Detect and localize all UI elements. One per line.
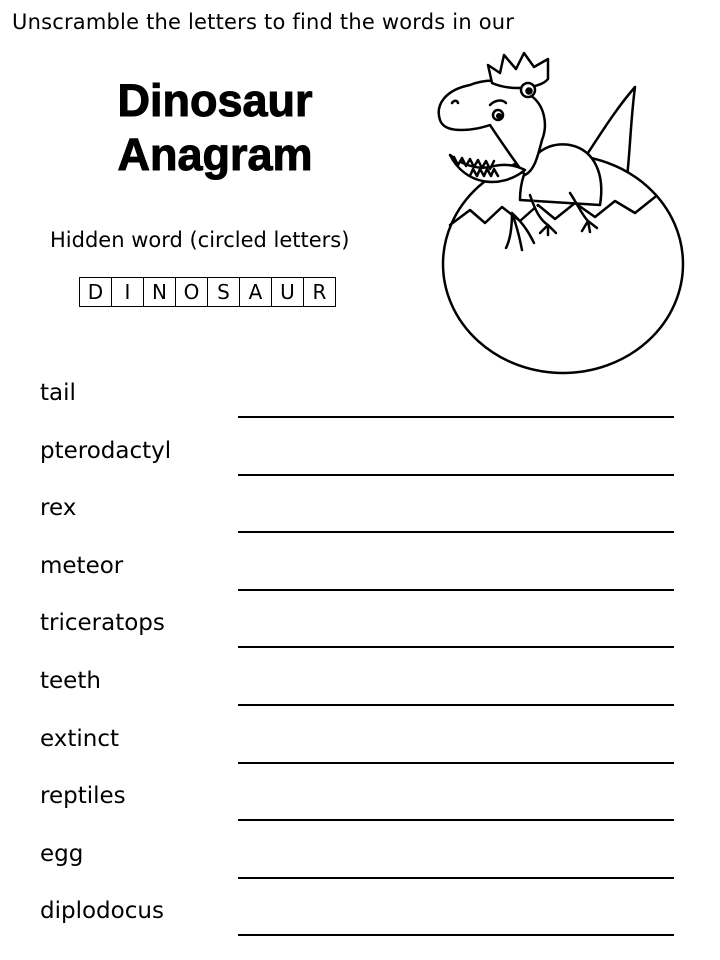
word-row — [40, 775, 680, 833]
scrambled-word: pterodactyl — [40, 437, 172, 464]
page-title — [95, 74, 335, 182]
scrambled-word: teeth — [40, 667, 101, 694]
dinosaur-egg-illustration — [430, 45, 690, 377]
word-list — [40, 372, 680, 948]
word-row — [40, 718, 680, 776]
letter-box: R — [304, 277, 336, 307]
hidden-word-boxes — [79, 277, 336, 307]
letter-box: O — [176, 277, 208, 307]
answer-line[interactable] — [238, 531, 674, 533]
answer-line[interactable] — [238, 819, 674, 821]
scrambled-word: extinct — [40, 725, 120, 752]
answer-line[interactable] — [238, 646, 674, 648]
answer-line[interactable] — [238, 934, 674, 936]
letter-box: A — [240, 277, 272, 307]
word-row — [40, 430, 680, 488]
scrambled-word: tail — [40, 380, 76, 406]
answer-line[interactable] — [238, 704, 674, 706]
answer-line[interactable] — [238, 877, 674, 879]
answer-line[interactable] — [238, 474, 674, 476]
letter-box: D — [80, 277, 112, 307]
answer-line[interactable] — [238, 589, 674, 591]
title-line-1: Dinosaur — [117, 75, 313, 126]
word-row — [40, 372, 680, 430]
letter-box: U — [272, 277, 304, 307]
answer-line[interactable] — [238, 416, 674, 418]
scrambled-word: rex — [40, 495, 77, 522]
answer-line[interactable] — [238, 762, 674, 764]
scrambled-word: meteor — [40, 552, 124, 579]
word-row — [40, 602, 680, 660]
scrambled-word: egg — [40, 840, 84, 867]
letter-box: I — [112, 277, 144, 307]
word-row — [40, 487, 680, 545]
scrambled-word: diplodocus — [40, 898, 164, 925]
letter-box: N — [144, 277, 176, 307]
instruction-text: Unscramble the letters to find the words in our — [12, 10, 515, 34]
word-row — [40, 660, 680, 718]
title-line-2: Anagram — [117, 129, 313, 180]
scrambled-word: reptiles — [40, 783, 126, 810]
word-row — [40, 833, 680, 891]
word-row — [40, 545, 680, 603]
scrambled-word: triceratops — [40, 610, 165, 637]
letter-box: S — [208, 277, 240, 307]
word-row — [40, 890, 680, 948]
hidden-word-label: Hidden word (circled letters) — [50, 228, 350, 252]
